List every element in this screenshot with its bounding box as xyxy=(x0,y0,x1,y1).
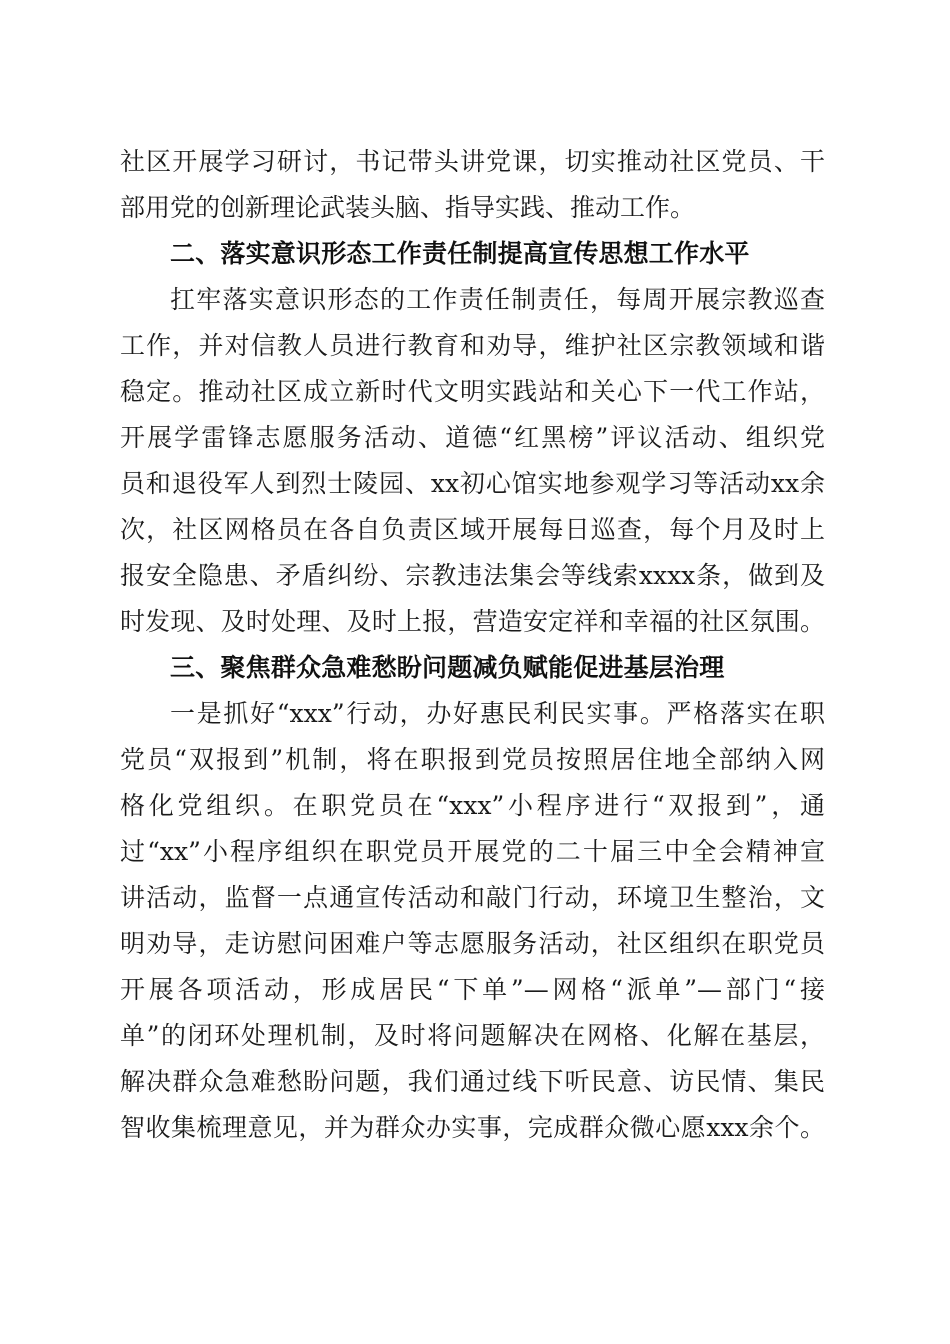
section-3-line-1: 一是抓好“xxx”行动，办好惠民利民实事。严格落实在职 xyxy=(170,699,825,728)
section-3-line-5: 讲活动，监督一点通宣传活动和敲门行动，环境卫生整治，文 xyxy=(120,883,825,912)
section-3-heading: 三、聚焦群众急难愁盼问题减负赋能促进基层治理 xyxy=(170,653,725,682)
section-2-line-3: 稳定。推动社区成立新时代文明实践站和关心下一代工作站， xyxy=(120,377,825,406)
section-3-line-6: 明劝导，走访慰问困难户等志愿服务活动，社区组织在职党员 xyxy=(120,929,825,958)
section-3-line-3: 格化党组织。在职党员在“xxx”小程序进行“双报到”，通 xyxy=(120,791,825,820)
section-2-line-1: 扛牢落实意识形态的工作责任制责任，每周开展宗教巡查 xyxy=(170,285,825,314)
section-3-line-2: 党员“双报到”机制，将在职报到党员按照居住地全部纳入网 xyxy=(120,745,825,774)
section-2-line-5: 员和退役军人到烈士陵园、xx初心馆实地参观学习等活动xx余 xyxy=(120,469,825,498)
section-3-line-9: 解决群众急难愁盼问题，我们通过线下听民意、访民情、集民 xyxy=(120,1067,825,1096)
section-2-line-7: 报安全隐患、矛盾纠纷、宗教违法集会等线索xxxx条，做到及 xyxy=(120,561,825,590)
section-2-line-8: 时发现、及时处理、及时上报，营造安定祥和幸福的社区氛围。 xyxy=(120,607,825,636)
section-3-line-10: 智收集梳理意见，并为群众办实事，完成群众微心愿xxx余个。 xyxy=(120,1113,825,1142)
intro-line-2: 部用党的创新理论武装头脑、指导实践、推动工作。 xyxy=(120,193,696,222)
intro-line-1: 社区开展学习研讨，书记带头讲党课，切实推动社区党员、干 xyxy=(120,147,825,176)
section-3-line-4: 过“xx”小程序组织在职党员开展党的二十届三中全会精神宣 xyxy=(120,837,825,866)
section-3-line-8: 单”的闭环处理机制，及时将问题解决在网格、化解在基层， xyxy=(120,1021,825,1050)
section-2-line-4: 开展学雷锋志愿服务活动、道德“红黑榜”评议活动、组织党 xyxy=(120,423,825,452)
section-2-heading: 二、落实意识形态工作责任制提高宣传思想工作水平 xyxy=(170,239,750,268)
section-3-line-7: 开展各项活动，形成居民“下单”—网格“派单”—部门“接 xyxy=(120,975,825,1004)
section-2-line-6: 次，社区网格员在各自负责区域开展每日巡查，每个月及时上 xyxy=(120,515,825,544)
section-2-line-2: 工作，并对信教人员进行教育和劝导，维护社区宗教领域和谐 xyxy=(120,331,825,360)
